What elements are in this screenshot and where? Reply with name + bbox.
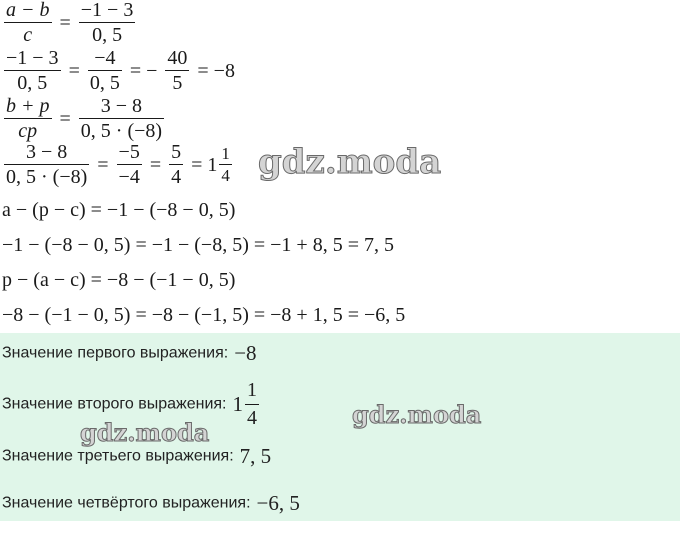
answer-label: Значение первого выражения: — [2, 344, 229, 362]
equals-minus: = − — [129, 59, 158, 82]
watermark-logo: gdz.moda — [80, 418, 210, 447]
equation-5: a − (p − c) = −1 − (−8 − 0, 5) — [2, 199, 236, 221]
denominator: −4 — [118, 166, 140, 188]
denominator: c — [23, 24, 33, 46]
answer-label: Значение второго выражения: — [2, 395, 227, 413]
numerator: 5 — [171, 141, 182, 163]
answer-1 — [2, 341, 257, 366]
answer-3 — [2, 444, 271, 469]
denominator: 4 — [171, 166, 182, 188]
numerator: −4 — [88, 48, 122, 71]
numerator: 1 — [221, 144, 230, 163]
equation-6: −1 − (−8 − 0, 5) = −1 − (−8, 5) = −1 + 8, 5 = 7, 5 — [2, 234, 394, 256]
answer-value: −6, 5 — [256, 491, 300, 515]
answer-value: −8 — [234, 341, 257, 365]
numerator: 3 − 8 — [79, 96, 164, 119]
denominator: 4 — [221, 166, 230, 185]
numerator: −1 − 3 — [80, 0, 134, 21]
numerator: 3 − 8 — [4, 142, 89, 165]
equation-7: p − (a − c) = −8 − (−1 − 0, 5) — [2, 269, 236, 291]
denominator: cp — [18, 120, 38, 142]
equation-1 — [2, 0, 137, 45]
denominator: 0, 5 — [92, 24, 123, 46]
equation-8: −8 − (−1 − 0, 5) = −8 − (−1, 5) = −8 + 1, 5 = −6, 5 — [2, 304, 406, 326]
numerator: 1 — [245, 379, 259, 405]
numerator: −1 − 3 — [6, 47, 59, 69]
fraction — [4, 96, 52, 141]
equals-sign: = — [59, 107, 71, 130]
result: = −8 — [197, 59, 235, 82]
equals-sign: = — [68, 59, 80, 82]
mixed-number-whole: = 1 — [191, 153, 218, 176]
answer-value-whole: 1 — [232, 392, 243, 416]
answer-4 — [2, 491, 300, 516]
equals-sign: = — [149, 153, 162, 176]
fraction — [79, 0, 136, 45]
fraction — [79, 96, 164, 141]
fraction — [4, 142, 89, 187]
fraction — [88, 48, 122, 93]
watermark-logo: gdz.moda — [258, 142, 442, 182]
fraction — [169, 142, 183, 187]
equation-3 — [2, 96, 166, 141]
fraction — [165, 48, 189, 93]
denominator: 4 — [247, 407, 257, 429]
denominator: 0, 5 — [17, 72, 48, 94]
numerator: −5 — [118, 141, 140, 163]
numerator: a − b — [6, 0, 50, 21]
denominator: 5 — [172, 72, 183, 94]
fraction — [245, 379, 259, 430]
fraction — [4, 0, 52, 45]
numerator: b + p — [6, 95, 50, 117]
denominator: 0, 5 — [89, 72, 120, 94]
denominator: 0, 5 · (−8) — [80, 120, 163, 142]
answer-label: Значение четвёртого выражения: — [2, 494, 251, 512]
fraction — [117, 142, 142, 187]
equals-sign: = — [97, 153, 109, 176]
numerator: 40 — [167, 47, 188, 69]
fraction — [4, 48, 61, 93]
fraction — [219, 145, 232, 184]
answer-label: Значение третьего выражения: — [2, 447, 234, 465]
denominator: 0, 5 · (−8) — [6, 166, 88, 188]
equation-2 — [2, 48, 241, 93]
equals-sign: = — [59, 11, 71, 34]
watermark-logo: gdz.moda — [352, 400, 482, 429]
equation-4 — [2, 142, 234, 187]
answer-value: 7, 5 — [239, 444, 272, 468]
